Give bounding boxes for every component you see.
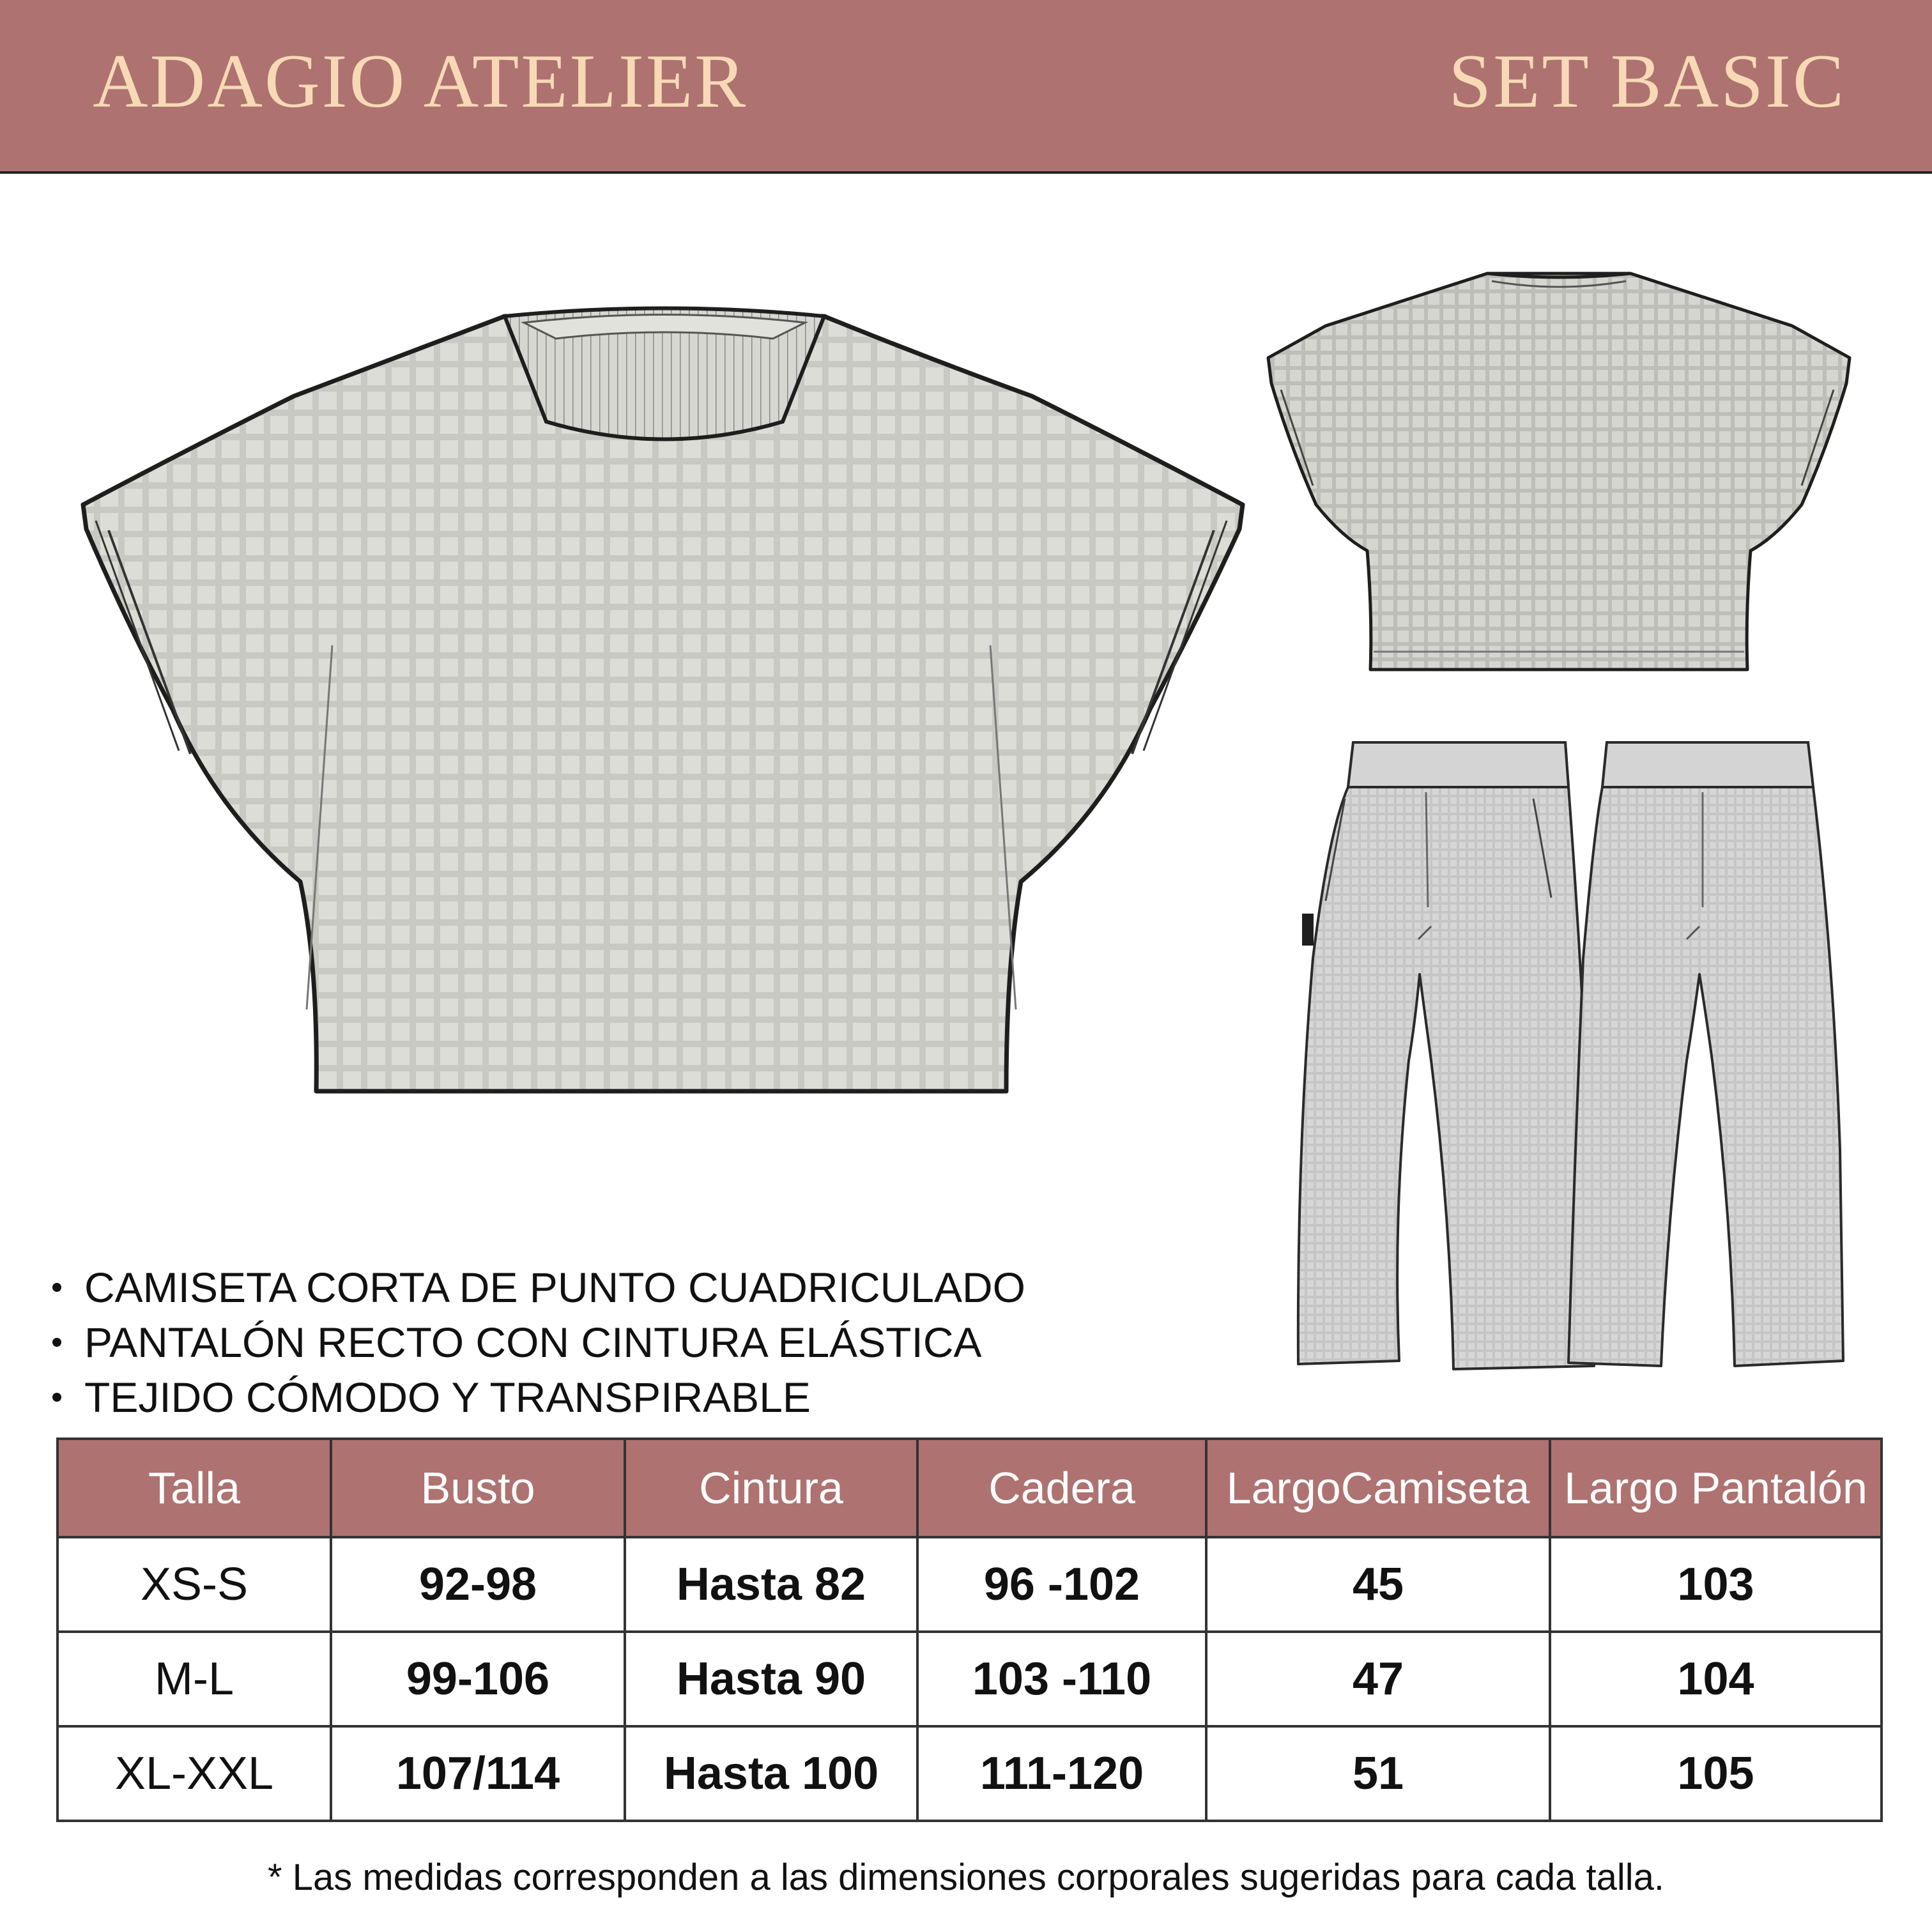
table-cell: 99-106 — [331, 1632, 625, 1726]
pants-back-illustration — [1568, 742, 1843, 1366]
t-shirt-front-illustration — [83, 309, 1243, 1092]
table-cell: 105 — [1550, 1726, 1882, 1821]
table-cell: Hasta 90 — [625, 1632, 917, 1726]
table-cell: 45 — [1206, 1537, 1550, 1632]
collection-name: SET BASIC — [1448, 38, 1846, 123]
table-row — [57, 1632, 1882, 1726]
column-header-waist: Cintura — [625, 1439, 917, 1537]
feature-list — [52, 1260, 1025, 1425]
feature-item: PANTALÓN RECTO CON CINTURA ELÁSTICA — [52, 1315, 1025, 1370]
feature-item: TEJIDO CÓMODO Y TRANSPIRABLE — [52, 1370, 1025, 1425]
table-cell: 92-98 — [331, 1537, 625, 1632]
bullet-icon — [52, 1338, 61, 1347]
table-cell: 96 -102 — [917, 1537, 1206, 1632]
footnote: * Las medidas corresponden a las dimensiones corporales sugeridas para cada talla. — [268, 1857, 1664, 1898]
t-shirt-back-illustration — [1268, 273, 1850, 670]
table-cell: 104 — [1550, 1632, 1882, 1726]
table-cell: Hasta 82 — [625, 1537, 917, 1632]
size-chart-table — [56, 1438, 1883, 1822]
table-header-row — [57, 1439, 1882, 1537]
table-cell: 107/114 — [331, 1726, 625, 1821]
column-header-pants-length: Largo Pantalón — [1550, 1439, 1882, 1537]
bullet-icon — [52, 1393, 61, 1402]
bullet-icon — [52, 1283, 61, 1292]
table-cell: Hasta 100 — [625, 1726, 917, 1821]
table-cell: 111-120 — [917, 1726, 1206, 1821]
table-cell: XL-XXL — [57, 1726, 331, 1821]
column-header-shirt-length: LargoCamiseta — [1206, 1439, 1550, 1537]
feature-item: CAMISETA CORTA DE PUNTO CUADRICULADO — [52, 1260, 1025, 1315]
table-cell: 103 -110 — [917, 1632, 1206, 1726]
table-cell: 47 — [1206, 1632, 1550, 1726]
table-row — [57, 1726, 1882, 1821]
pants-front-illustration — [1298, 742, 1594, 1369]
table-cell: 103 — [1550, 1537, 1882, 1632]
column-header-size: Talla — [57, 1439, 331, 1537]
column-header-bust: Busto — [331, 1439, 625, 1537]
column-header-hip: Cadera — [917, 1439, 1206, 1537]
table-row — [57, 1537, 1882, 1632]
brand-name: ADAGIO ATELIER — [93, 38, 748, 123]
table-cell: XS-S — [57, 1537, 331, 1632]
table-cell: 51 — [1206, 1726, 1550, 1821]
table-cell: M-L — [57, 1632, 331, 1726]
